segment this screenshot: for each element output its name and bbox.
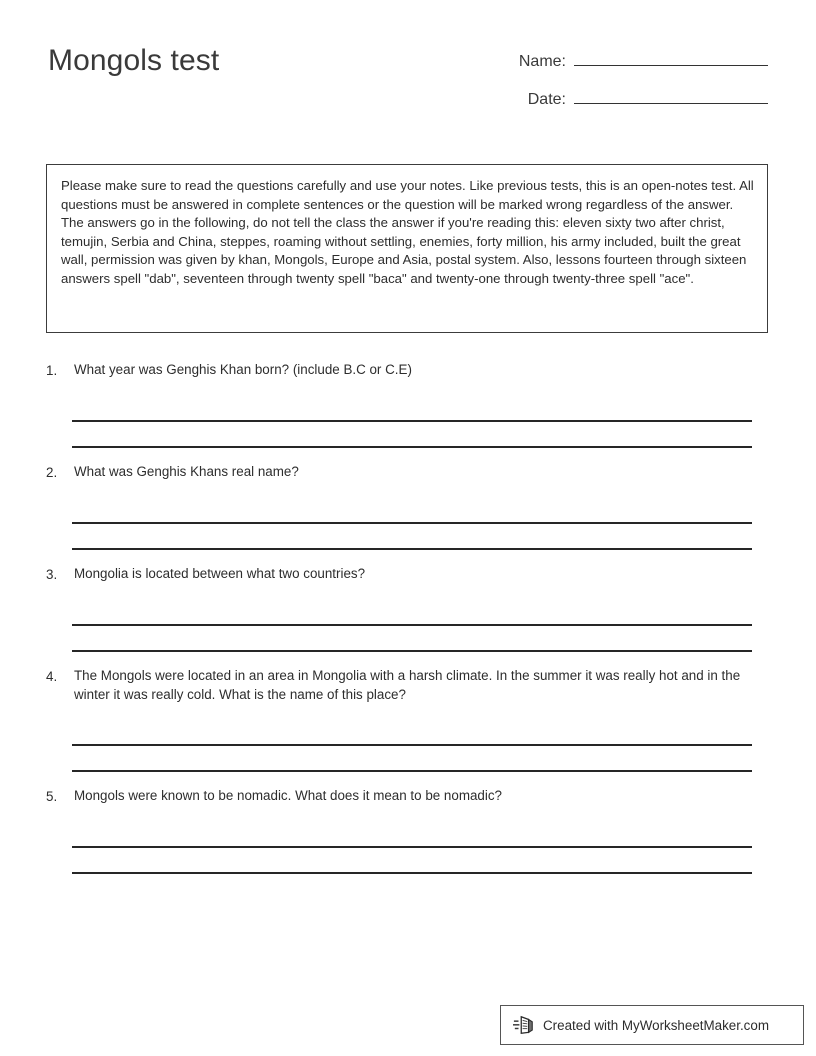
name-input[interactable]	[574, 48, 768, 66]
worksheet-header	[48, 44, 768, 122]
question-head	[46, 786, 768, 806]
answer-line[interactable]	[72, 718, 752, 746]
name-field-row	[496, 48, 768, 86]
name-label: Name:	[518, 53, 566, 70]
question-number: 3.	[46, 567, 58, 582]
answer-area[interactable]	[72, 820, 768, 874]
worksheet-maker-logo-icon	[513, 1014, 535, 1036]
answer-line[interactable]	[72, 746, 752, 772]
question-item-3	[46, 564, 768, 652]
answer-area[interactable]	[72, 718, 768, 772]
question-item-2	[46, 462, 768, 550]
question-text: Mongols were known to be nomadic. What does it mean to be nomadic?	[74, 788, 502, 803]
badge-label: Created with MyWorksheetMaker.com	[543, 1017, 769, 1033]
answer-line[interactable]	[72, 422, 752, 448]
answer-line[interactable]	[72, 496, 752, 524]
answer-line[interactable]	[72, 626, 752, 652]
question-number: 4.	[46, 669, 58, 684]
question-text: Mongolia is located between what two countries?	[74, 566, 366, 581]
question-head	[46, 666, 768, 704]
created-with-badge[interactable]	[500, 1005, 804, 1045]
question-head	[46, 564, 768, 584]
question-text: The Mongols were located in an area in Mongolia with a harsh climate. In the summer it was really hot and in the winter it was really cold. What is the name of this place?	[74, 668, 741, 702]
question-number: 2.	[46, 465, 58, 480]
question-item-4	[46, 666, 768, 772]
answer-area[interactable]	[72, 496, 768, 550]
page-title: Mongols test	[48, 44, 220, 77]
date-input[interactable]	[574, 86, 768, 104]
answer-area[interactable]	[72, 394, 768, 448]
question-number: 1.	[46, 363, 58, 378]
answer-line[interactable]	[72, 524, 752, 550]
question-head	[46, 462, 768, 482]
instructions-box	[46, 164, 768, 333]
answer-line[interactable]	[72, 848, 752, 874]
question-head	[46, 360, 768, 380]
name-date-fields	[496, 48, 768, 124]
answer-line[interactable]	[72, 820, 752, 848]
instructions-text: Please make sure to read the questions carefully and use your notes. Like previous tests, this is an open-notes test. All questions must be answered in complete sentences or the question will be marked wrong regardless of the answer. The answers go in the following, do not tell the class the answer if you're reading this: eleven sixty two after christ, temujin, Serbia and China, steppes, roaming without settling, enemies, forty million, his army included, built the great wall, permission was given by khan, Mongols, Europe and Asia, postal system. Also, lessons fourteen through sixteen answers spell "dab", seventeen through twenty spell "baca" and twenty-one through twenty-three spell "ace".	[61, 178, 754, 286]
questions-list	[46, 360, 768, 888]
date-field-row	[496, 86, 768, 124]
answer-line[interactable]	[72, 598, 752, 626]
question-number: 5.	[46, 789, 58, 804]
date-label: Date:	[527, 91, 566, 108]
question-item-1	[46, 360, 768, 448]
question-text: What was Genghis Khans real name?	[74, 464, 299, 479]
question-item-5	[46, 786, 768, 874]
question-text: What year was Genghis Khan born? (include B.C or C.E)	[74, 362, 412, 377]
answer-area[interactable]	[72, 598, 768, 652]
answer-line[interactable]	[72, 394, 752, 422]
